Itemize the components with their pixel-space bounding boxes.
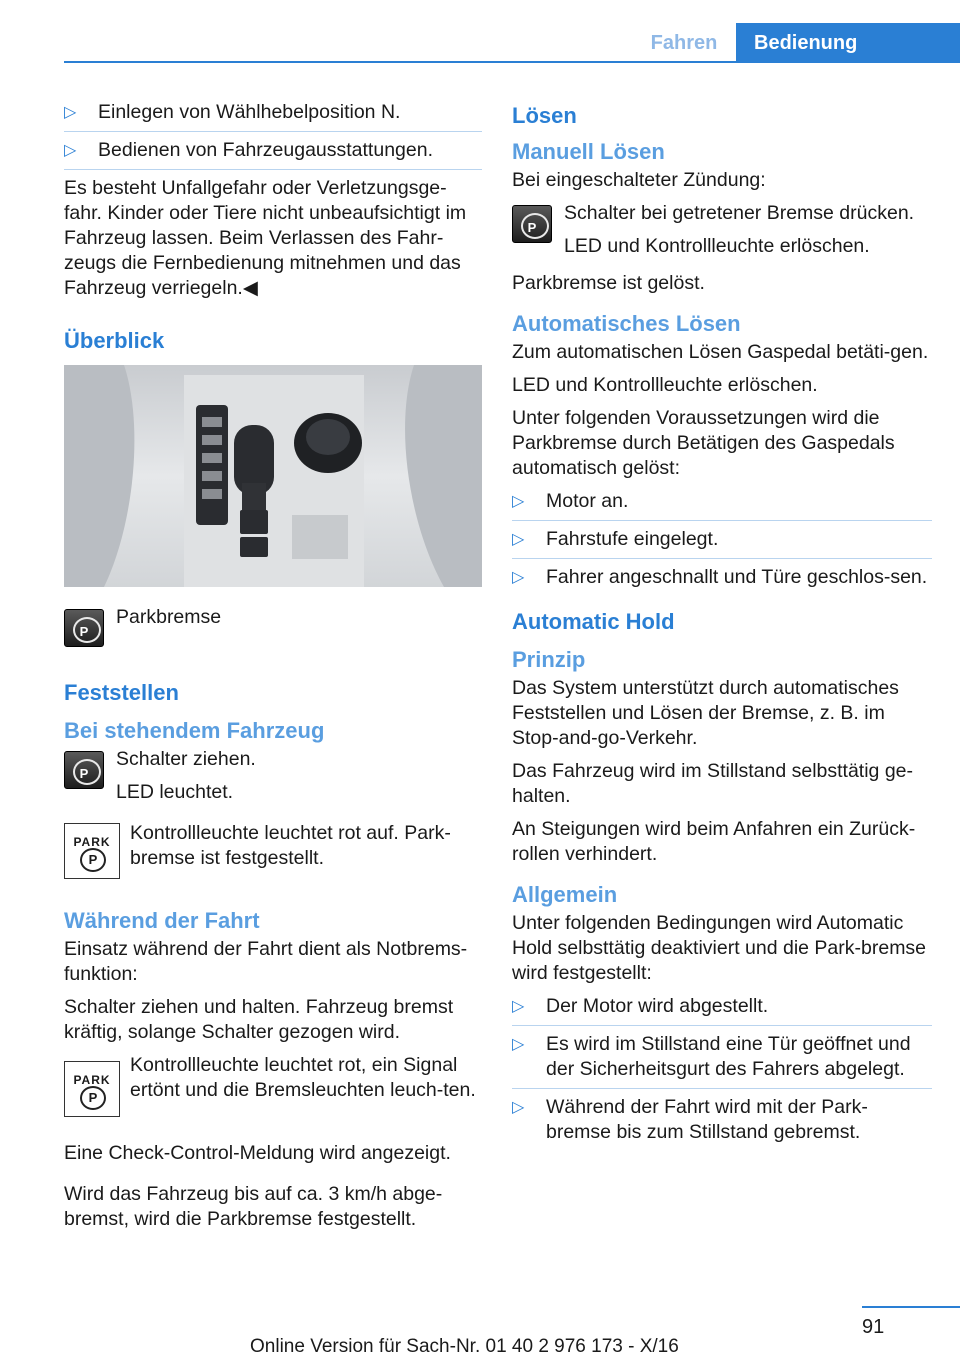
footer-rule bbox=[862, 1306, 960, 1308]
heading-prinzip: Prinzip bbox=[512, 647, 586, 672]
tab-bedienung[interactable]: Bedienung bbox=[736, 23, 960, 63]
paragraph: Parkbremse ist gelöst. bbox=[512, 272, 705, 294]
paragraph: An Steigungen wird beim Anfahren ein Zurück‐rollen verhindert. bbox=[512, 818, 916, 865]
console-illustration bbox=[64, 365, 482, 587]
list-item: ▷ Es wird im Stillstand eine Tür geöffnet und der Sicherheitsgurt des Fahrers abgelegt. bbox=[512, 1032, 932, 1089]
heading-manuell: Manuell Lösen bbox=[512, 139, 665, 164]
header-rule bbox=[64, 61, 960, 63]
step-text: Schalter ziehen. bbox=[116, 748, 256, 770]
paragraph: Eine Check-Control-Meldung wird angezeigt. bbox=[64, 1142, 451, 1164]
warning-text: Es besteht Unfallgefahr oder Verletzungsge‐fahr. Kinder oder Tiere nicht unbeaufsichtigt im Fahrzeug lassen. Beim Verlassen des Fahr‐zeugs die Fernbedienung mitnehmen und das Fahrzeug verriegeln.◀ bbox=[64, 177, 467, 299]
list-item: ▷ Der Motor wird abgestellt. bbox=[512, 994, 932, 1026]
park-indicator-icon: PARK P bbox=[64, 1061, 120, 1117]
paragraph: Zum automatischen Lösen Gaspedal betäti‐gen. bbox=[512, 341, 929, 363]
icon-row-park-1 bbox=[64, 815, 482, 885]
right-column bbox=[512, 100, 932, 1153]
icon-row-stehend bbox=[64, 747, 482, 805]
icon-row-park-2 bbox=[64, 1053, 482, 1131]
heading-ueberblick: Überblick bbox=[64, 328, 165, 353]
online-version-note: Online Version für Sach-Nr. 01 40 2 976 173 - X/16 bbox=[250, 1336, 679, 1357]
indicator-text: Kontrollleuchte leuchtet rot, ein Signal ertönt und die Bremsleuchten leuch‐ten. bbox=[130, 1054, 476, 1101]
step-text: LED und Kontrollleuchte erlöschen. bbox=[564, 235, 870, 257]
list-item: ▷ Während der Fahrt wird mit der Park‐bremse bis zum Stillstand gebremst. bbox=[512, 1095, 932, 1145]
paragraph: Das System unterstützt durch automatisches Feststellen und Lösen der Bremse, z. B. im Stop-and-go-Verkehr. bbox=[512, 677, 899, 749]
heading-stehend: Bei stehendem Fahrzeug bbox=[64, 718, 325, 743]
parkbrake-button-icon: P bbox=[64, 751, 104, 789]
icon-row-manuell bbox=[512, 201, 932, 259]
paragraph: Einsatz während der Fahrt dient als Notbrems‐funktion: bbox=[64, 938, 468, 985]
paragraph: LED und Kontrollleuchte erlöschen. bbox=[512, 374, 818, 396]
heading-automatic-hold: Automatic Hold bbox=[512, 609, 675, 634]
list-item: ▷ Fahrer angeschnallt und Türe geschlos‐sen. bbox=[512, 565, 932, 590]
page-number: 91 bbox=[862, 1316, 885, 1338]
tab-fahren[interactable]: Fahren bbox=[650, 32, 718, 54]
paragraph: Wird das Fahrzeug bis auf ca. 3 km/h abge‐bremst, wird die Parkbremse festgestellt. bbox=[64, 1183, 443, 1230]
paragraph: Bei eingeschalteter Zündung: bbox=[512, 169, 766, 191]
list-item: ▷ Einlegen von Wählhebelposition N. bbox=[64, 100, 482, 132]
step-text: Schalter bei getretener Bremse drücken. bbox=[564, 202, 915, 224]
paragraph: Schalter ziehen und halten. Fahrzeug bremst kräftig, solange Schalter gezogen wird. bbox=[64, 996, 454, 1043]
paragraph: Das Fahrzeug wird im Stillstand selbsttätig ge‐halten. bbox=[512, 760, 913, 807]
heading-feststellen: Feststellen bbox=[64, 680, 179, 705]
parkbrake-button-icon: P bbox=[64, 609, 104, 647]
list-item: ▷ Bedienen von Fahrzeugausstattungen. bbox=[64, 138, 482, 170]
heading-waehrend: Während der Fahrt bbox=[64, 908, 260, 933]
paragraph: Unter folgenden Voraussetzungen wird die Parkbremse durch Betätigen des Gaspedals automatisch gelöst: bbox=[512, 407, 895, 479]
list-item: ▷ Motor an. bbox=[512, 489, 932, 521]
left-column bbox=[64, 100, 482, 1240]
heading-automatisch: Automatisches Lösen bbox=[512, 311, 741, 336]
center-console-photo bbox=[64, 365, 482, 587]
paragraph: Unter folgenden Bedingungen wird Automatic Hold selbsttätig deaktiviert und die Park‐bremse wird festgestellt: bbox=[512, 912, 927, 984]
parkbrake-button-icon: P bbox=[512, 205, 552, 243]
step-text: LED leuchtet. bbox=[116, 781, 234, 803]
list-item: ▷ Fahrstufe eingelegt. bbox=[512, 527, 932, 559]
heading-loesen: Lösen bbox=[512, 103, 577, 128]
park-indicator-icon: PARK P bbox=[64, 823, 120, 879]
icon-row-parkbremse bbox=[64, 605, 482, 649]
indicator-text: Kontrollleuchte leuchtet rot auf. Park‐bremse ist festgestellt. bbox=[130, 822, 451, 869]
heading-allgemein: Allgemein bbox=[512, 882, 618, 907]
icon-label: Parkbremse bbox=[116, 606, 222, 628]
